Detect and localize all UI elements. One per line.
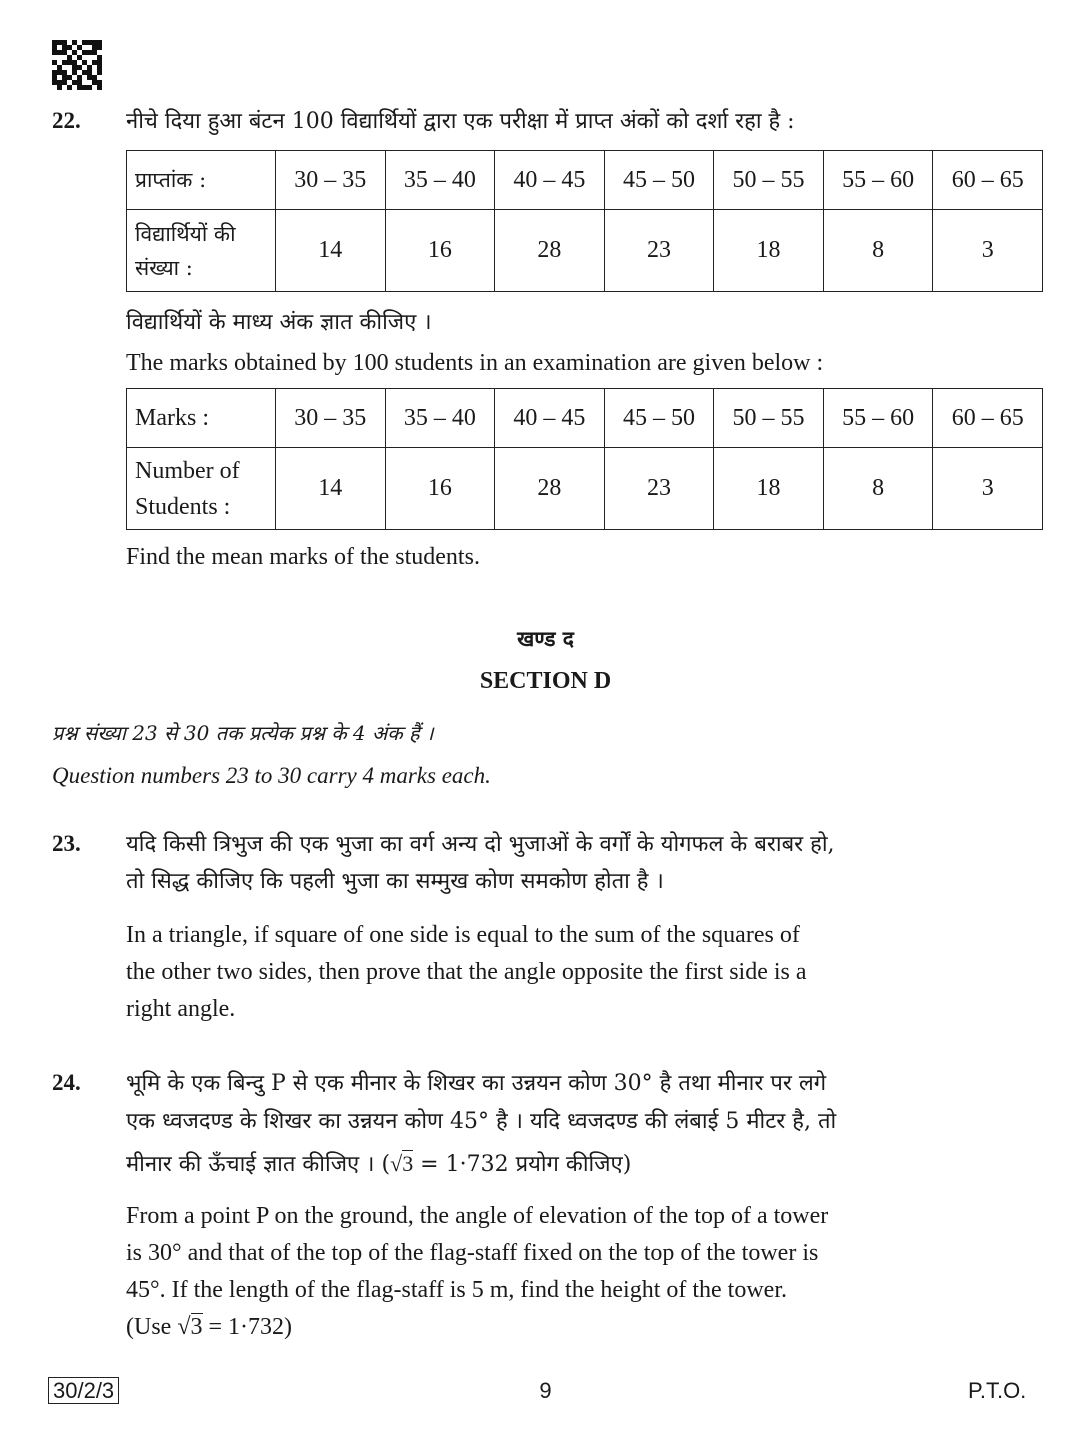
table-cell: 28 [495, 448, 605, 530]
table-row-label: विद्यार्थियों की संख्या : [127, 210, 276, 292]
question-number-23: 23. [52, 831, 81, 856]
q23-hindi-line: तो सिद्ध कीजिए कि पहली भुजा का सम्मुख कोण समकोण होता है । [126, 869, 664, 894]
table-cell: 23 [604, 210, 714, 292]
table-cell: 14 [276, 448, 386, 530]
table-cell: 28 [495, 210, 605, 292]
page-number: 9 [539, 1378, 552, 1403]
q22-english-table [126, 388, 1043, 530]
q22-hindi-intro: नीचे दिया हुआ बंटन 100 विद्यार्थियों द्वारा एक परीक्षा में प्राप्त अंकों को दर्शा रहा है : [126, 109, 795, 134]
table-cell: 35 – 40 [385, 151, 495, 210]
table-cell: 8 [823, 210, 933, 292]
table-cell: 45 – 50 [604, 389, 714, 448]
table-cell: 14 [276, 210, 386, 292]
q24-hindi-line [126, 1145, 631, 1183]
table-cell: 60 – 65 [933, 151, 1043, 210]
table-cell: 3 [933, 210, 1043, 292]
table-row-label: प्राप्तांक : [127, 151, 276, 210]
q24-english-line: is 30° and that of the top of the flag-staff fixed on the top of the tower is [126, 1240, 819, 1266]
sqrt-symbol: √3 [177, 1314, 203, 1340]
q24-hindi-line-part: मीनार की ऊँचाई ज्ञात कीजिए । ( [126, 1152, 391, 1177]
section-title-hindi: खण्ड द [517, 626, 574, 651]
question-number-24: 24. [52, 1070, 81, 1095]
table-cell: 23 [604, 448, 714, 530]
sqrt-symbol: √3 [390, 1151, 414, 1176]
table-row-label-line: Students : [135, 493, 231, 520]
q24-english-line: From a point P on the ground, the angle of elevation of the top of a tower [126, 1203, 829, 1229]
table-cell: 18 [714, 448, 824, 530]
table-cell: 55 – 60 [823, 151, 933, 210]
table-cell: 35 – 40 [385, 389, 495, 448]
section-note-hindi: प्रश्न संख्या 23 से 30 तक प्रत्येक प्रश्न के 4 अंक हैं । [52, 721, 434, 745]
table-cell: 40 – 45 [495, 389, 605, 448]
paper-code-label: 30/2/3 [48, 1377, 119, 1404]
q24-english-line-part: (Use [126, 1314, 178, 1340]
table-cell: 50 – 55 [714, 151, 824, 210]
q24-hindi-line: भूमि के एक बिन्दु P से एक मीनार के शिखर का उन्नयन कोण 30° है तथा मीनार पर लगे [126, 1071, 827, 1096]
qr-code [52, 40, 102, 90]
table-cell: 30 – 35 [276, 151, 386, 210]
q22-hindi-table [126, 150, 1043, 292]
q22-english-question: Find the mean marks of the students. [126, 544, 480, 570]
section-title-english: SECTION D [479, 668, 612, 694]
q23-english-line: right angle. [126, 996, 236, 1022]
q24-english-line [126, 1309, 292, 1346]
q22-english-intro: The marks obtained by 100 students in an examination are given below : [126, 350, 824, 376]
pto-label: P.T.O. [968, 1378, 1027, 1403]
table-cell: 3 [933, 448, 1043, 530]
sqrt-radicand: 3 [190, 1314, 203, 1340]
question-number-22: 22. [52, 108, 81, 133]
table-cell: 50 – 55 [714, 389, 824, 448]
table-cell: 55 – 60 [823, 389, 933, 448]
table-row-label: Marks : [127, 389, 276, 448]
table-row-label [127, 448, 276, 530]
table-cell: 60 – 65 [933, 389, 1043, 448]
table-cell: 40 – 45 [495, 151, 605, 210]
q24-english-line: 45°. If the length of the flag-staff is 5 m, find the height of the tower. [126, 1277, 787, 1303]
q24-english-line-part: = 1·732) [202, 1314, 293, 1340]
q24-hindi-line: एक ध्वजदण्ड के शिखर का उन्नयन कोण 45° है । यदि ध्वजदण्ड की लंबाई 5 मीटर है, तो [126, 1109, 837, 1134]
q23-hindi-line: यदि किसी त्रिभुज की एक भुजा का वर्ग अन्य दो भुजाओं के वर्गों के योगफल के बराबर हो, [126, 832, 835, 857]
table-cell: 16 [385, 210, 495, 292]
q23-english-line: the other two sides, then prove that the angle opposite the first side is a [126, 959, 807, 985]
table-cell: 30 – 35 [276, 389, 386, 448]
table-cell: 8 [823, 448, 933, 530]
table-cell: 18 [714, 210, 824, 292]
table-cell: 45 – 50 [604, 151, 714, 210]
q22-hindi-question: विद्यार्थियों के माध्य अंक ज्ञात कीजिए । [126, 310, 432, 335]
q23-english-line: In a triangle, if square of one side is equal to the sum of the squares of [126, 922, 800, 948]
q24-hindi-line-part: = 1·732 प्रयोग कीजिए) [413, 1152, 632, 1177]
sqrt-radicand: 3 [402, 1151, 414, 1176]
section-note-english: Question numbers 23 to 30 carry 4 marks each. [52, 763, 491, 788]
table-row-label-line: Number of [135, 457, 240, 484]
table-cell: 16 [385, 448, 495, 530]
